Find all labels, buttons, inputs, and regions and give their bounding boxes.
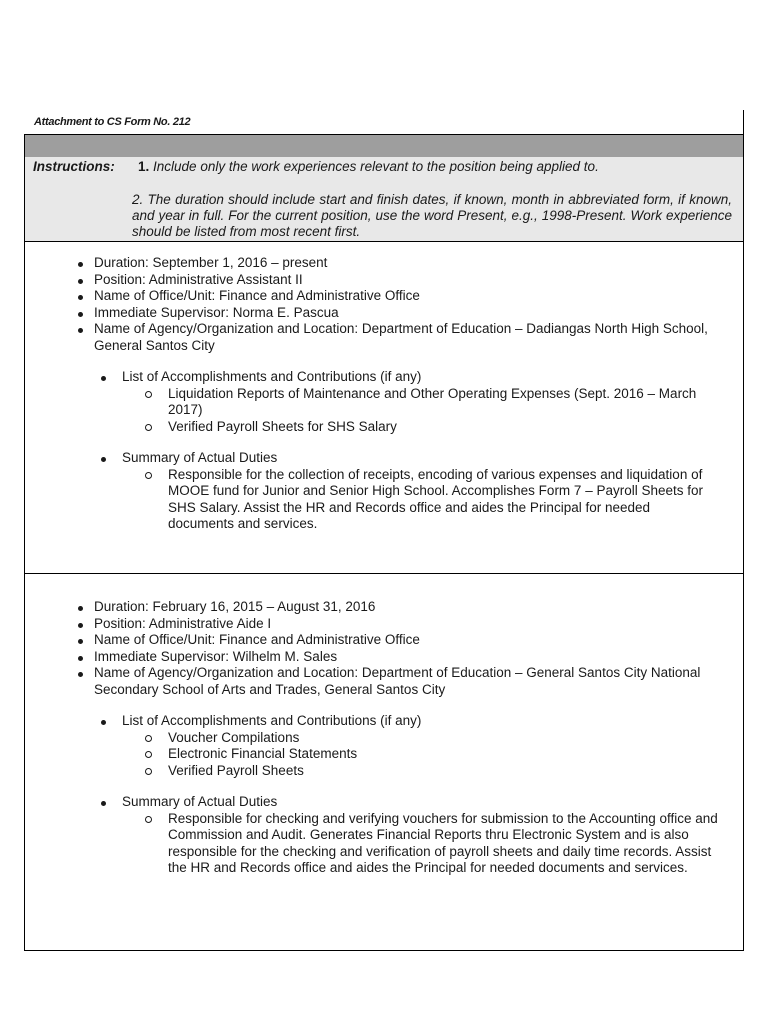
bullet-icon <box>101 376 106 381</box>
circle-bullet-icon <box>145 768 152 775</box>
bullet-icon <box>78 656 83 661</box>
detail-duration: Duration: September 1, 2016 – present <box>0 255 768 272</box>
detail-office: Name of Office/Unit: Finance and Administrative Office <box>0 632 768 649</box>
instruction-item-2: 2. The duration should include start and finish dates, if known, month in abbreviated form, if known, and year in full. For the current position, use the word Present, e.g., 1998-Present. Work experience should be listed from most recent first. <box>132 192 732 239</box>
detail-position: Position: Administrative Assistant II <box>0 272 768 289</box>
detail-position: Position: Administrative Aide I <box>0 616 768 633</box>
bullet-icon <box>78 295 83 300</box>
bullet-icon <box>78 639 83 644</box>
detail-office: Name of Office/Unit: Finance and Administrative Office <box>0 288 768 305</box>
bullet-icon <box>78 279 83 284</box>
instruction-item-1 <box>138 159 599 175</box>
circle-bullet-icon <box>145 735 152 742</box>
list-item: Liquidation Reports of Maintenance and Other Operating Expenses (Sept. 2016 – March 2017) <box>0 386 768 419</box>
instruction-item-1-number: 1. <box>138 159 150 174</box>
instructions-box <box>25 157 743 242</box>
entry-2-details <box>0 599 768 698</box>
bullet-icon <box>78 623 83 628</box>
list-item: Voucher Compilations <box>0 730 768 747</box>
accomplishments-list <box>0 386 768 436</box>
circle-bullet-icon <box>145 472 152 479</box>
form-attachment-title: Attachment to CS Form No. 212 <box>34 116 191 128</box>
detail-duration: Duration: February 16, 2015 – August 31, 2016 <box>0 599 768 616</box>
duties-list <box>0 811 768 877</box>
bullet-icon <box>78 672 83 677</box>
duties-list <box>0 467 768 533</box>
instruction-item-1-text: Include only the work experiences relevant to the position being applied to. <box>153 159 599 174</box>
instructions-label: Instructions: <box>33 159 115 174</box>
bullet-icon <box>78 606 83 611</box>
work-experience-entry-1 <box>0 255 768 533</box>
list-item: Responsible for checking and verifying vouchers for submission to the Accounting office and Commission and Audit. Generates Financial Reports thru Electronic System and is also responsible for the checking and verification of payroll sheets and daily time records. Assist the HR and Records office and aides the Principal for needed documents and services. <box>0 811 768 877</box>
circle-bullet-icon <box>145 424 152 431</box>
list-item: Verified Payroll Sheets for SHS Salary <box>0 419 768 436</box>
accomplishments-heading: List of Accomplishments and Contributions (if any) <box>0 713 768 730</box>
duties-heading: Summary of Actual Duties <box>0 794 768 811</box>
entry-divider <box>25 573 743 574</box>
list-item: Electronic Financial Statements <box>0 746 768 763</box>
bullet-icon <box>101 457 106 462</box>
bullet-icon <box>101 801 106 806</box>
detail-supervisor: Immediate Supervisor: Wilhelm M. Sales <box>0 649 768 666</box>
bullet-icon <box>78 262 83 267</box>
duties-heading: Summary of Actual Duties <box>0 450 768 467</box>
list-item: Verified Payroll Sheets <box>0 763 768 780</box>
accomplishments-list <box>0 730 768 780</box>
circle-bullet-icon <box>145 391 152 398</box>
detail-agency: Name of Agency/Organization and Location: Department of Education – General Santos City National Secondary School of Arts and Trades, General Santos City <box>0 665 768 698</box>
circle-bullet-icon <box>145 751 152 758</box>
list-item: Responsible for the collection of receipts, encoding of various expenses and liquidation of MOOE fund for Junior and Senior High School. Accomplishes Form 7 – Payroll Sheets for SHS Salary. Assist the HR and Records office and aides the Principal for needed documents and services. <box>0 467 768 533</box>
bullet-icon <box>101 720 106 725</box>
circle-bullet-icon <box>145 816 152 823</box>
entry-1-details <box>0 255 768 354</box>
detail-agency: Name of Agency/Organization and Location: Department of Education – Dadiangas North High School, General Santos City <box>0 321 768 354</box>
accomplishments-heading: List of Accomplishments and Contributions (if any) <box>0 369 768 386</box>
detail-supervisor: Immediate Supervisor: Norma E. Pascua <box>0 305 768 322</box>
bullet-icon <box>78 312 83 317</box>
bullet-icon <box>78 328 83 333</box>
header-gray-bar <box>25 134 743 158</box>
work-experience-entry-2 <box>0 599 768 877</box>
